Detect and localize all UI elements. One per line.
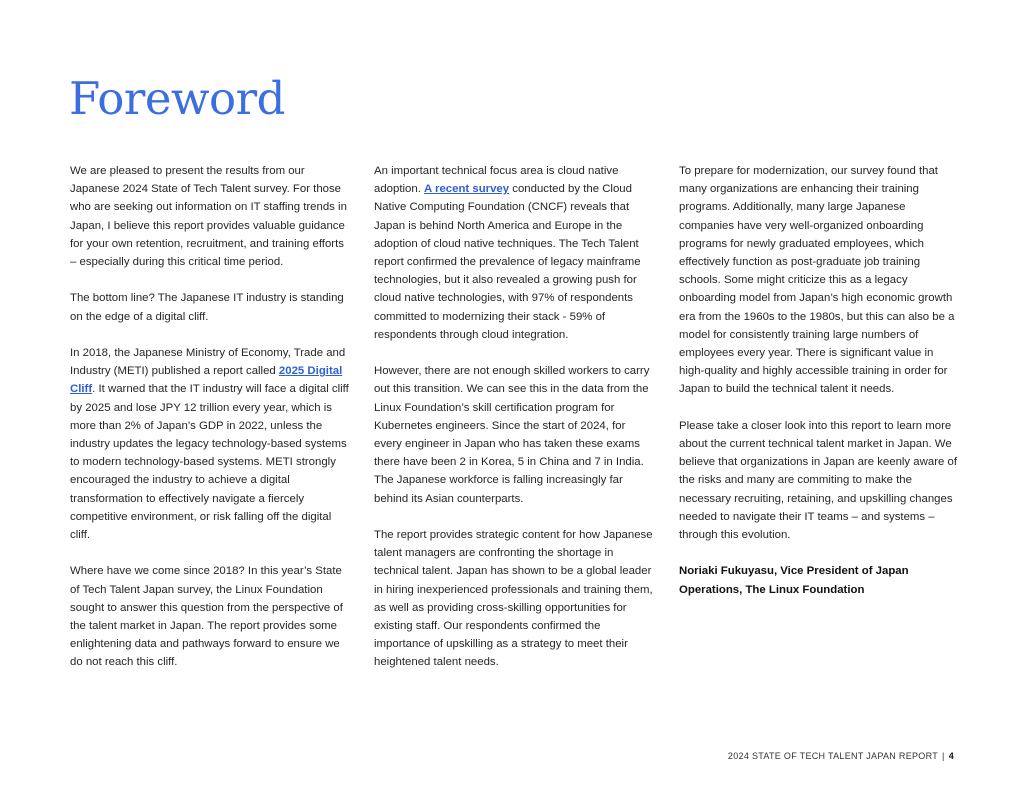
digital-cliff-link[interactable]: 2025 Digital Cliff <box>70 365 343 396</box>
page-footer <box>728 751 954 761</box>
paragraph-intro: We are pleased to present the results from our Japanese 2024 State of Tech Talent survey. For those who are seeking out information on IT staffing trends in Japan, I believe this report provides valuable guidance for your own retention, recruitment, and training efforts – especially during this critical time period. <box>70 165 347 269</box>
paragraph-text: In 2018, the Japanese Ministry of Economy, Trade and Industry (METI) published a report called <box>70 347 346 378</box>
author-signature: Noriaki Fukuyasu, Vice President of Japan Operations, The Linux Foundation <box>679 565 909 596</box>
footer-report-title: 2024 STATE OF TECH TALENT JAPAN REPORT <box>727 751 939 761</box>
paragraph-cloud-native <box>374 162 656 344</box>
paragraph-text: conducted by the Cloud Native Computing Foundation (CNCF) reveals that Japan is behind North America and Europe in the adoption of cloud native techniques. The Tech Talent report confirmed the prevalence of legacy mainframe technologies, but it also revealed a growing push for cloud native technologies, with 97% of respondents committed to modernizing their stack - 59% of respondents through cloud integration. <box>374 183 641 341</box>
paragraph-since-2018: Where have we come since 2018? In this year’s State of Tech Talent Japan survey, the Linux Foundation sought to answer this question from the perspective of the talent market in Japan. The report provides some enlightening data and pathways forward to ensure we do not reach this cliff. <box>70 565 343 669</box>
paragraph-skilled-workers: However, there are not enough skilled workers to carry out this transition. We can see this in the data from the Linux Foundation’s skill certification program for Kubernetes engineers. Since the start of 2024, for every engineer in Japan who has taken these exams there have been 2 in Korea, 5 in China and 7 in India. The Japanese workforce is falling increasingly far behind its Asian counterparts. <box>374 365 650 505</box>
column-right <box>679 162 961 617</box>
page-title: Foreword <box>69 72 285 125</box>
paragraph-closer-look: Please take a closer look into this report to learn more about the current technical talent market in Japan. We believe that organizations in Japan are keenly aware of the risks and many are commiting to make the necessary recruiting, retaining, and upskilling changes needed to navigate their IT teams – and systems – through this evolution. <box>679 419 957 542</box>
paragraph-meti <box>70 344 352 544</box>
column-middle <box>374 162 656 690</box>
paragraph-strategic-content: The report provides strategic content for how Japanese talent managers are confronting the shortage in technical talent. Japan has shown to be a global leader in hiring inexperienced professionals and training them, as well as providing cross-skilling opportunities for existing staff. Our respondents confirmed the importance of upskilling as a strategy to meet their heightened talent needs. <box>374 529 653 669</box>
paragraph-text: An important technical focus area is cloud native adoption. <box>374 165 619 196</box>
footer-separator: | <box>942 751 945 761</box>
page-number: 4 <box>948 751 954 761</box>
paragraph-text: . It warned that the IT industry will face a digital cliff by 2025 and lose JPY 12 trillion every year, which is more than 2% of Japan’s GDP in 2022, unless the industry updates the legacy technology-based systems to modern technology-based systems. METI strongly encouraged the industry to achieve a digital transformation to effectively navigate a fiercely competitive environment, or risk falling off the digital cliff. <box>70 383 349 542</box>
recent-survey-link[interactable]: A recent survey <box>424 183 510 196</box>
paragraph-modernization: To prepare for modernization, our survey found that many organizations are enhancing their training programs. Additionally, many large Japanese companies have very well-organized onboarding programs for newly graduated employees, which effectively function as post-graduate job training schools. Some might criticize this as a legacy onboarding model from Japan’s high economic growth era from the 1960s to the 1980s, but this can also be a model for consistently training large numbers of employees every year. There is significant value in high-quality and highly accessible training in order for Japan to build the technical talent it needs. <box>679 165 955 396</box>
column-left <box>70 162 352 690</box>
paragraph-bottom-line: The bottom line? The Japanese IT industry is standing on the edge of a digital cliff. <box>70 292 344 323</box>
